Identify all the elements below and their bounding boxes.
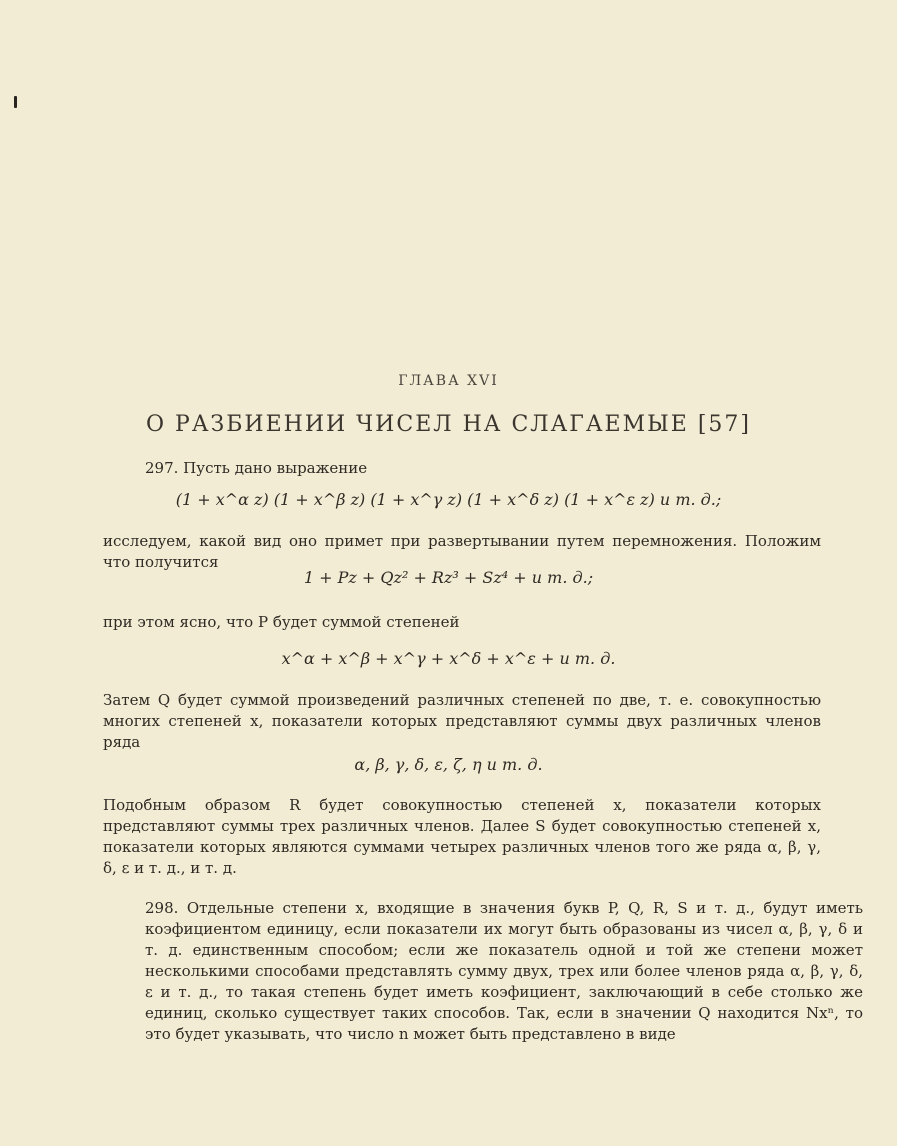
formula-powers: x^α + x^β + x^γ + x^δ + x^ε + и т. д. [281,649,616,668]
paragraph-r-s-sum: Подобным образом R будет совокупностью степеней x, показатели которых представляют суммы трех различных членов. Далее S будет совокупностью степеней x, показатели которых являются суммами четырех различных членов того же ряда α, β, γ, δ, ε и т. д., и т. д. [103,796,821,877]
paragraph-expansion: исследуем, какой вид оно примет при развертывании путем перемножения. Положим что получится [103,532,821,571]
paragraph-p-sum: при этом ясно, что P будет суммой степеней [103,613,460,631]
paragraph-q-sum: Затем Q будет суммой произведений различных степеней по две, т. е. совокупностью многих степеней x, показатели которых представляют суммы двух различных членов ряда [103,691,821,751]
paragraph-297-intro: 297. Пусть дано выражение [145,459,368,477]
paragraph-298: 298. Отдельные степени x, входящие в значения букв P, Q, R, S и т. д., будут иметь коэфициентом единицу, если показатели их могут быть образованы из чисел α, β, γ, δ и т. д. единственным способом; если же показатель одной и той же степени может несколькими способами представлять сумму двух, трех или более членов ряда α, β, γ, δ, ε и т. д., то такая степень будет иметь коэфициент, заключающий в себе столько же единиц, сколько существует таких способов. Так, если в значении Q находится Nxⁿ, то это будет указывать, что число n может быть представлено в виде [145,899,863,1043]
ink-speck [14,96,17,108]
formula-greek-series: α, β, γ, δ, ε, ζ, η и т. д. [354,755,543,774]
formula-product: (1 + x^α z) (1 + x^β z) (1 + x^γ z) (1 + x^δ z) (1 + x^ε z) и т. д.; [175,490,722,509]
chapter-label: ГЛАВА XVI [398,373,499,389]
formula-series: 1 + Pz + Qz² + Rz³ + Sz⁴ + и т. д.; [303,568,594,587]
chapter-title: О РАЗБИЕНИИ ЧИСЕЛ НА СЛАГАЕМЫЕ [57] [146,412,751,437]
